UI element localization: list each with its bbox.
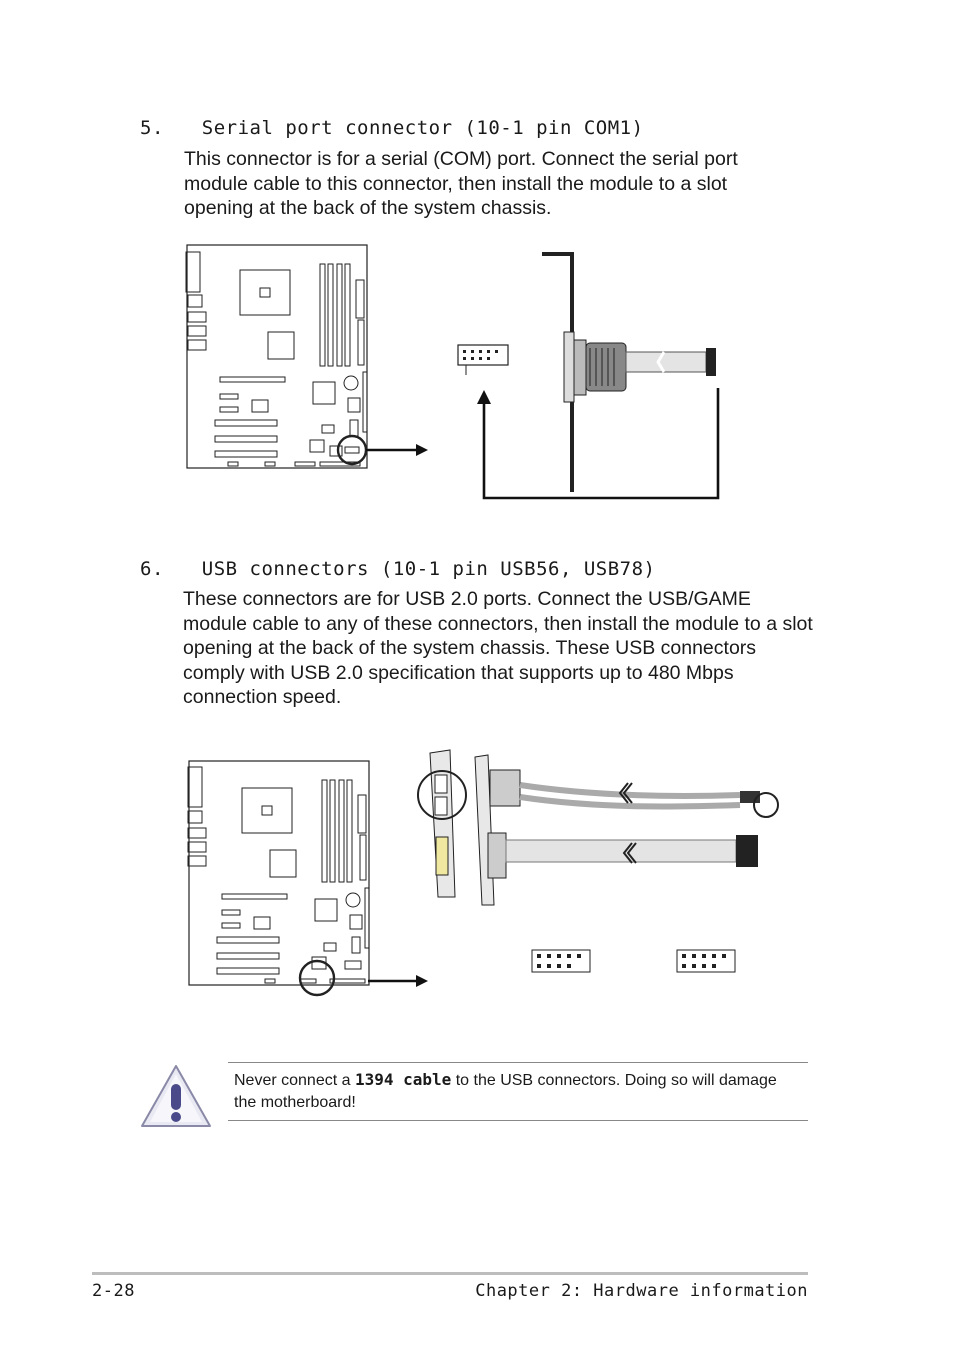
ribbon-cable — [506, 840, 736, 862]
footer-rule — [92, 1272, 808, 1275]
page-number: 2-28 — [92, 1281, 135, 1301]
usb-connector-circle — [754, 793, 778, 817]
motherboard-outline — [187, 245, 367, 468]
com1-header-pins — [458, 345, 508, 365]
note-top-rule — [228, 1062, 808, 1063]
warning-triangle-icon — [138, 1060, 214, 1132]
section-6-number: 6. — [140, 558, 164, 580]
arrow-right-icon — [416, 444, 428, 456]
section-5-heading — [140, 117, 644, 139]
section-5-number: 5. — [140, 117, 164, 139]
section-5-title: Serial port connector (10-1 pin COM1) — [201, 117, 644, 139]
section-5-body: This connector is for a serial (COM) port. Connect the serial port module cable to this connector, then install the module to a slot opening at the back of the system chassis. — [184, 148, 738, 219]
note-prefix: Never connect a — [234, 1072, 355, 1089]
note-suffix: to the USB connectors. Doing so will damage the motherboard! — [234, 1072, 777, 1111]
motherboard-outline — [189, 761, 369, 985]
arrow-right-icon — [416, 975, 428, 987]
cable-connector — [706, 348, 716, 376]
chapter-title: Chapter 2: Hardware information — [475, 1281, 808, 1301]
note-highlight: 1394 cable — [354, 1070, 452, 1089]
arrow-up-icon — [477, 390, 491, 404]
usb-highlight-circle — [300, 961, 334, 995]
note-text — [234, 1069, 794, 1114]
note-bottom-rule — [228, 1120, 808, 1121]
section-6-title: USB connectors (10-1 pin USB56, USB78) — [201, 558, 656, 580]
section-6-heading — [140, 558, 655, 580]
usb-diagram — [180, 745, 800, 1005]
section-6-body: These connectors are for USB 2.0 ports. Connect the USB/GAME module cable to any of these connectors, then install the module to a slot opening at the back of the system chassis. These USB connectors comply with USB 2.0 specification that supports up to 480 Mbps connection speed. — [183, 588, 813, 708]
com1-diagram — [180, 240, 740, 510]
game-port — [436, 837, 448, 875]
